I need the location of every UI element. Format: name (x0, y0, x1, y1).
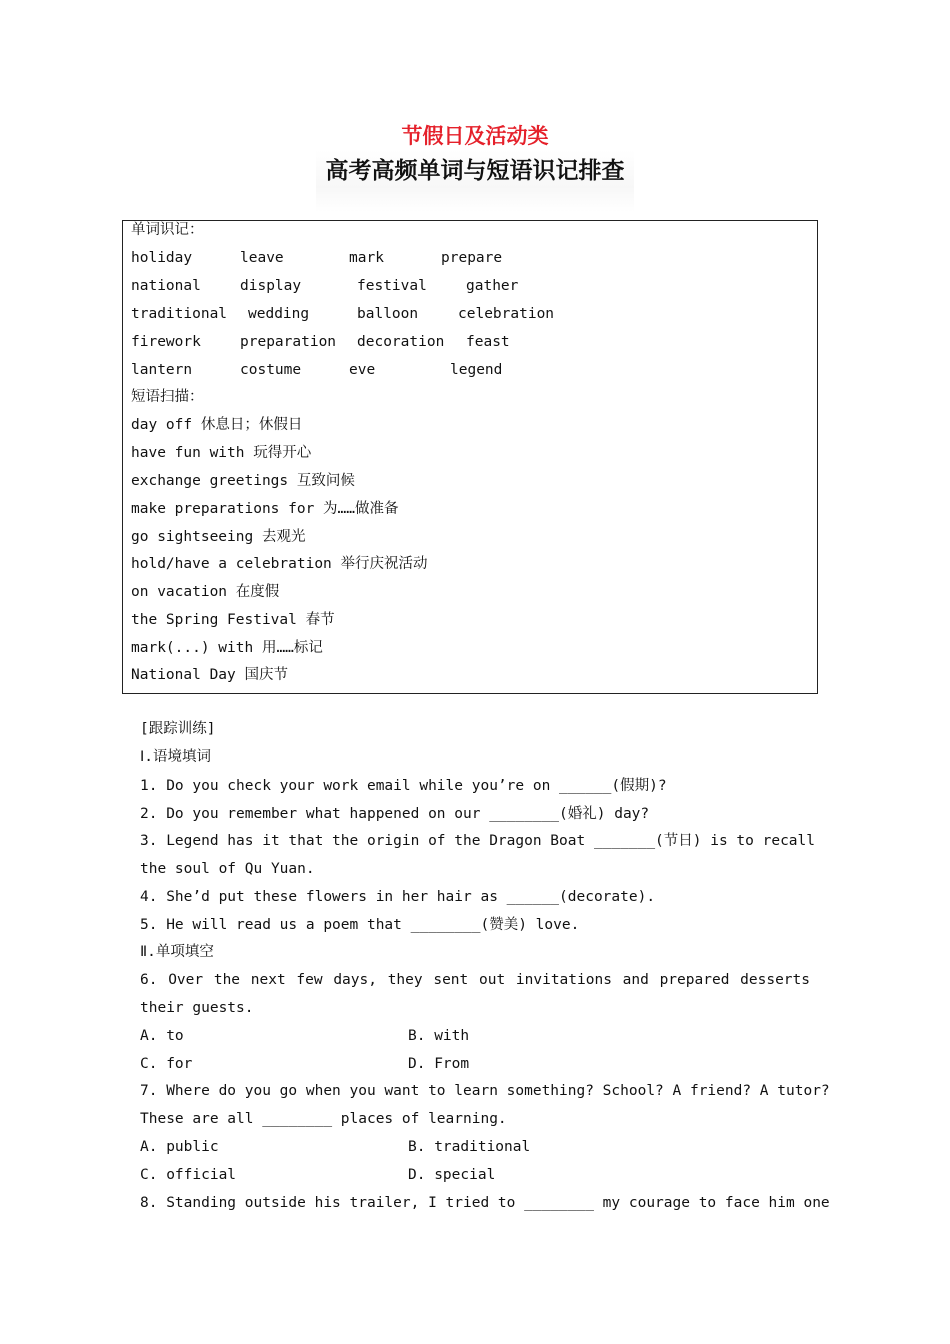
practice-heading: [跟踪训练] (140, 721, 216, 737)
question-4: 4. She’d put these flowers in her hair as ______(decorate). (140, 889, 656, 905)
vocab-row (131, 274, 731, 298)
option-d: D. special (408, 1167, 496, 1183)
phrase-item: have fun with 玩得开心 (131, 445, 312, 461)
vocab-word: mark (349, 250, 384, 266)
question-6: 6. Over the next few days, they sent out invitations and prepared desserts (140, 972, 810, 988)
option-d: D. From (408, 1056, 470, 1072)
phrase-item: hold/have a celebration 举行庆祝活动 (131, 556, 428, 572)
page-title: 高考高频单词与短语识记排查 (325, 158, 625, 184)
question-3-text: 3. Legend has it that the origin of the Dragon Boat _______(节日) is to recall (140, 833, 816, 849)
question-5: 5. He will read us a poem that ________(赞美) love. (140, 917, 580, 933)
question-7-continued: These are all ________ places of learning. (140, 1111, 507, 1127)
vocab-word: firework (131, 334, 201, 350)
vocab-word: eve (349, 362, 376, 378)
vocab-word: holiday (131, 250, 193, 266)
phrases-heading: 短语扫描： (131, 389, 204, 405)
option-c: C. for (140, 1056, 193, 1072)
vocab-word: festival (357, 278, 427, 294)
vocab-word: national (131, 278, 201, 294)
option-c: C. official (140, 1167, 237, 1183)
vocab-word: traditional (131, 306, 228, 322)
vocab-word: costume (240, 362, 302, 378)
question-3 (140, 829, 816, 853)
section-heading: Ⅰ.语境填词 (140, 749, 212, 765)
question-7: 7. Where do you go when you want to learn something? School? A friend? A tutor? (140, 1083, 830, 1099)
option-a: A. public (140, 1139, 219, 1155)
vocab-word: gather (466, 278, 519, 294)
vocab-word: celebration (458, 306, 555, 322)
vocab-row (131, 358, 731, 382)
vocab-word: display (240, 278, 302, 294)
page-subtitle: 节假日及活动类 (401, 124, 549, 148)
vocab-word: decoration (357, 334, 445, 350)
phrase-item: on vacation 在度假 (131, 584, 280, 600)
vocab-word: feast (466, 334, 510, 350)
option-b: B. with (408, 1028, 470, 1044)
vocab-word: prepare (441, 250, 503, 266)
section-heading: Ⅱ.单项填空 (140, 944, 214, 960)
option-b: B. traditional (408, 1139, 531, 1155)
vocab-word: legend (450, 362, 503, 378)
vocab-row (131, 330, 731, 354)
phrase-item: go sightseeing 去观光 (131, 529, 306, 545)
vocab-row (131, 302, 731, 326)
vocab-word: leave (240, 250, 284, 266)
phrase-item: exchange greetings 互致问候 (131, 473, 355, 489)
option-a: A. to (140, 1028, 184, 1044)
phrase-item: make preparations for 为……做准备 (131, 501, 399, 517)
phrase-item: day off 休息日；休假日 (131, 417, 303, 433)
vocab-word: preparation (240, 334, 337, 350)
phrase-item: National Day 国庆节 (131, 667, 288, 683)
question-8: 8. Standing outside his trailer, I tried to ________ my courage to face him one (140, 1195, 830, 1211)
vocab-row (131, 246, 731, 270)
question-2: 2. Do you remember what happened on our ________(婚礼) day? (140, 806, 650, 822)
vocab-word: balloon (357, 306, 419, 322)
vocab-heading: 单词识记： (131, 222, 204, 238)
vocab-word: wedding (248, 306, 310, 322)
question-3-continued: the soul of Qu Yuan. (140, 861, 315, 877)
question-1: 1. Do you check your work email while you’re on ______(假期)? (140, 778, 667, 794)
question-6-continued: their guests. (140, 1000, 254, 1016)
phrase-item: the Spring Festival 春节 (131, 612, 335, 628)
phrase-item: mark(...) with 用……标记 (131, 640, 323, 656)
vocab-word: lantern (131, 362, 193, 378)
